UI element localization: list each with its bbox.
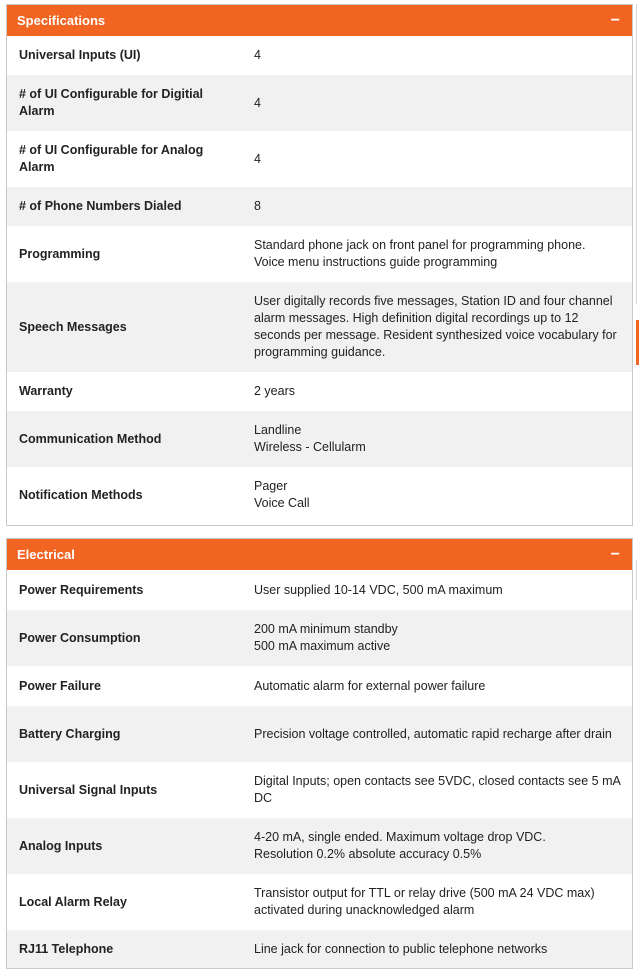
electrical-table xyxy=(7,570,632,968)
divider xyxy=(636,560,637,600)
table-row xyxy=(7,570,632,610)
row-label: # of Phone Numbers Dialed xyxy=(7,187,235,226)
row-value: Digital Inputs; open contacts see 5VDC, closed contacts see 5 mA DC xyxy=(254,774,621,805)
table-row xyxy=(7,874,632,930)
row-value: 200 mA minimum standby 500 mA maximum active xyxy=(235,610,632,666)
row-label: Speech Messages xyxy=(7,282,235,372)
row-label: # of UI Configurable for Digitial Alarm xyxy=(7,75,235,131)
table-row xyxy=(7,411,632,467)
divider xyxy=(636,4,637,304)
row-value: 4-20 mA, single ended. Maximum voltage drop VDC. Resolution 0.2% absolute accuracy 0.5% xyxy=(235,818,632,874)
row-label: Power Consumption xyxy=(7,610,235,666)
specifications-table xyxy=(7,36,632,523)
collapse-icon[interactable]: − xyxy=(610,545,620,563)
row-value: 2 years xyxy=(254,384,295,398)
row-label: Local Alarm Relay xyxy=(19,894,127,909)
row-value: User digitally records five messages, Station ID and four channel alarm messages. High definition digital recordings up to 12 seconds per message. Resident synthesized voice vocabulary for programming guidance. xyxy=(235,282,632,372)
row-value: Automatic alarm for external power failure xyxy=(254,678,486,693)
table-row xyxy=(7,666,632,706)
collapse-icon[interactable]: − xyxy=(610,11,620,29)
electrical-header[interactable] xyxy=(7,539,632,570)
row-value: Standard phone jack on front panel for programming phone. Voice menu instructions guide programming xyxy=(254,238,586,269)
row-value: 4 xyxy=(235,75,632,131)
table-row xyxy=(7,226,632,282)
row-label: Universal Signal Inputs xyxy=(19,782,158,797)
table-row xyxy=(7,467,632,523)
table-row xyxy=(7,818,632,874)
row-label: Warranty xyxy=(19,384,73,398)
row-label: Power Requirements xyxy=(19,582,144,597)
table-row xyxy=(7,187,632,226)
row-value: 4 xyxy=(254,151,261,166)
specifications-title: Specifications xyxy=(17,13,106,28)
electrical-panel xyxy=(6,538,633,969)
row-label: Power Failure xyxy=(19,678,101,693)
row-label: RJ11 Telephone xyxy=(7,930,235,968)
row-value: Landline Wireless - Cellularm xyxy=(235,411,632,467)
table-row xyxy=(7,706,632,762)
table-row xyxy=(7,610,632,666)
row-value: 4 xyxy=(254,48,261,62)
electrical-title: Electrical xyxy=(17,547,75,562)
row-value: Line jack for connection to public telephone networks xyxy=(235,930,632,968)
row-label: Notification Methods xyxy=(19,487,143,502)
table-row xyxy=(7,75,632,131)
row-value: 8 xyxy=(235,187,632,226)
table-row xyxy=(7,36,632,75)
row-label: Battery Charging xyxy=(7,706,235,762)
row-label: Communication Method xyxy=(7,411,235,467)
row-value: Transistor output for TTL or relay drive (500 mA 24 VDC max) activated during unacknowledged alarm xyxy=(254,886,595,917)
specifications-panel xyxy=(6,4,633,526)
table-row xyxy=(7,762,632,818)
row-value: Precision voltage controlled, automatic rapid recharge after drain xyxy=(235,706,632,762)
row-value: User supplied 10-14 VDC, 500 mA maximum xyxy=(254,582,503,597)
table-row xyxy=(7,372,632,411)
table-row xyxy=(7,930,632,968)
table-row xyxy=(7,131,632,187)
row-label: Programming xyxy=(19,246,101,261)
row-label: # of UI Configurable for Analog Alarm xyxy=(19,143,204,174)
row-label: Analog Inputs xyxy=(7,818,235,874)
row-value: Pager Voice Call xyxy=(254,479,310,510)
row-label: Universal Inputs (UI) xyxy=(19,48,141,62)
table-row xyxy=(7,282,632,372)
specifications-header[interactable] xyxy=(7,5,632,36)
